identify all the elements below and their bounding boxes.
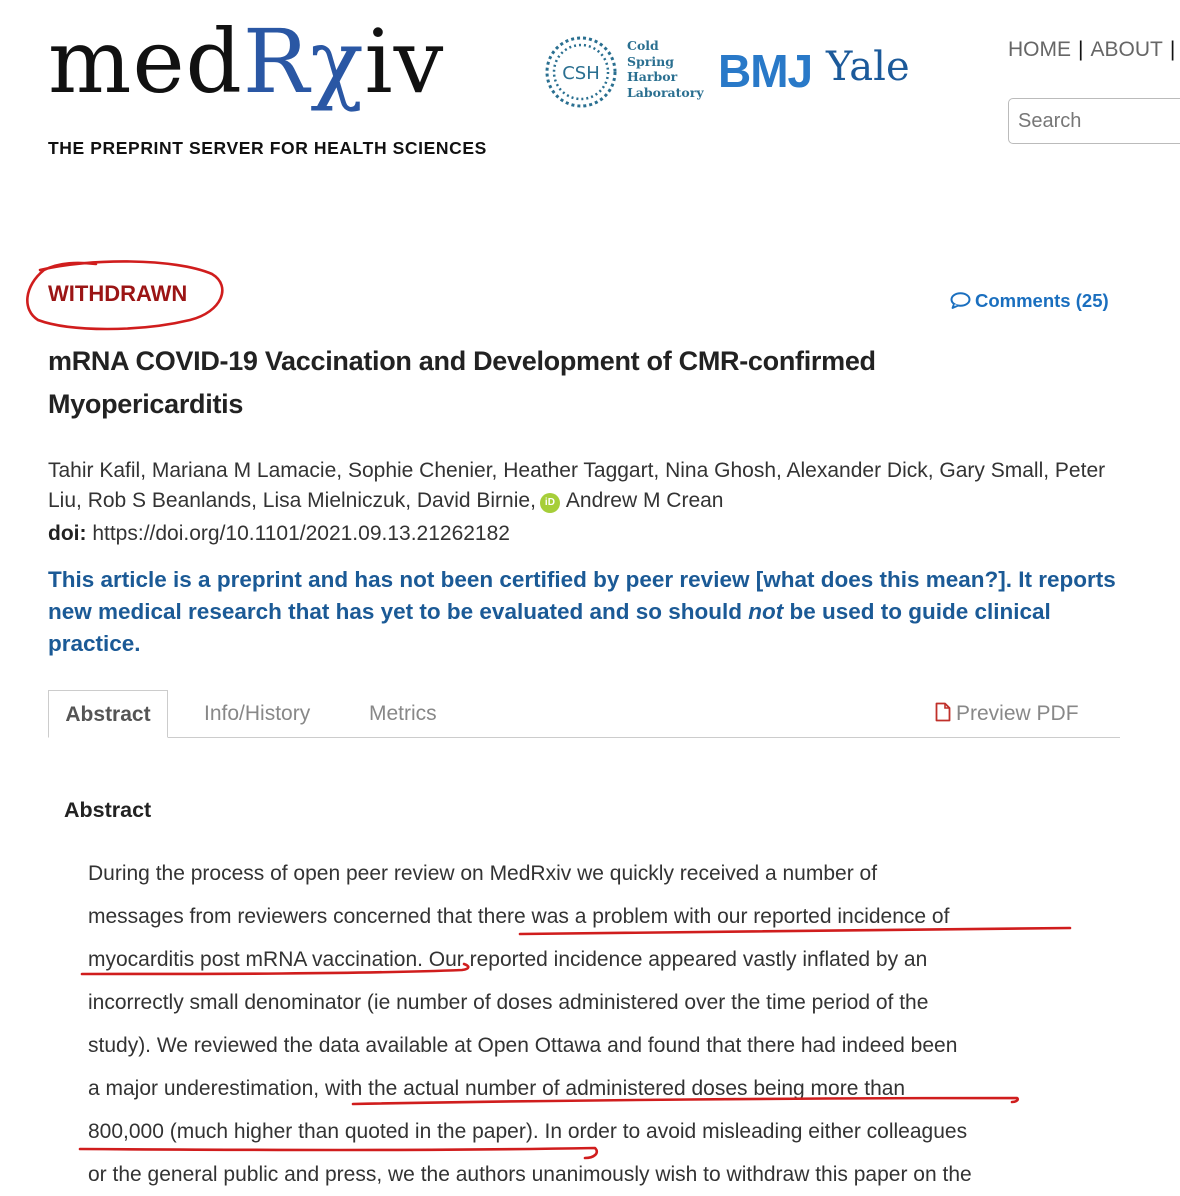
nav-about-link[interactable]: ABOUT [1090, 38, 1163, 61]
csh-line: Cold [627, 38, 659, 53]
preview-pdf-link[interactable] [935, 690, 1079, 738]
yale-logo[interactable]: Yale [826, 44, 910, 90]
logo-tagline: THE PREPRINT SERVER FOR HEALTH SCIENCES [48, 138, 487, 158]
tab-metrics[interactable]: Metrics [369, 702, 437, 725]
csh-line: Spring [627, 53, 674, 69]
abstract-line: During the process of open peer review on MedRxiv we quickly received a number of [88, 862, 878, 885]
nav-separator: | [1169, 38, 1176, 61]
nav-home-link[interactable]: HOME [1008, 38, 1071, 61]
abstract-line: incorrectly small denominator (ie number of doses administered over the time period of the [88, 991, 929, 1014]
comments-label: Comments (25) [975, 290, 1109, 311]
top-nav [1008, 38, 1180, 62]
tab-info-history[interactable]: Info/History [204, 702, 311, 725]
csh-logo-icon[interactable] [543, 34, 619, 110]
author-list [48, 456, 1128, 516]
withdrawn-label: WITHDRAWN [48, 281, 188, 306]
abstract-line: messages from reviewers concerned that there was a problem with our reported incidence of [88, 905, 950, 928]
notice-text: This article is a preprint and has not been certified by peer review [what does this mean?]. It reports new medical research that has yet to be evaluated and so should [48, 567, 1116, 624]
abstract-heading: Abstract [64, 798, 152, 822]
doi-link[interactable]: https://doi.org/10.1101/2021.09.13.21262182 [92, 522, 510, 545]
bmj-logo[interactable]: BMJ [718, 45, 813, 97]
nav-separator: | [1078, 38, 1084, 61]
preview-pdf-label: Preview PDF [956, 702, 1079, 725]
pdf-file-icon [935, 702, 951, 722]
abstract-line: or the general public and press, we the authors unanimously wish to withdraw this paper on the [88, 1163, 972, 1186]
abstract-body [88, 852, 1088, 1196]
abstract-line: 800,000 (much higher than quoted in the paper). In order to avoid misleading either colleagues [88, 1120, 968, 1143]
csh-line: Harbor [627, 69, 678, 84]
abstract-line: a major underestimation, with the actual number of administered doses being more than [88, 1077, 906, 1100]
article-title: mRNA COVID-19 Vaccination and Development of CMR-confirmed Myopericarditis [48, 346, 876, 419]
abstract-line: myocarditis post mRNA vaccination. Our reported incidence appeared vastly inflated by an [88, 948, 928, 971]
doi-line [48, 522, 510, 546]
logo-suffix: iv [364, 10, 445, 113]
logo-rx: Rχ [242, 10, 365, 113]
notice-emphasis: not [748, 599, 784, 624]
csh-name [627, 38, 704, 100]
preprint-notice [48, 564, 1128, 660]
author-link[interactable]: Andrew M Crean [565, 489, 724, 512]
authors-text: Tahir Kafil, Mariana M Lamacie, Sophie Chenier, Heather Taggart, Nina Ghosh, Alexander Dick, Gary Small, Peter Liu, Rob S Beanlands, Lisa Mielniczuk, David Birnie, [48, 459, 1106, 512]
csh-line: Laboratory [627, 84, 704, 100]
csh-badge-text: CSH [562, 63, 600, 84]
comment-icon [950, 292, 971, 309]
doi-label: doi: [48, 522, 87, 545]
orcid-icon[interactable]: iD [540, 493, 560, 513]
search-input[interactable] [1008, 98, 1180, 144]
notice-text-end: be used to guide clinical practice. [48, 599, 1051, 656]
logo-prefix: med [48, 10, 243, 113]
medrxiv-logo[interactable] [48, 10, 445, 113]
tab-abstract[interactable]: Abstract [48, 690, 168, 738]
comments-link[interactable] [950, 290, 1109, 312]
abstract-line: study). We reviewed the data available at Open Ottawa and found that there had indeed been [88, 1034, 958, 1057]
